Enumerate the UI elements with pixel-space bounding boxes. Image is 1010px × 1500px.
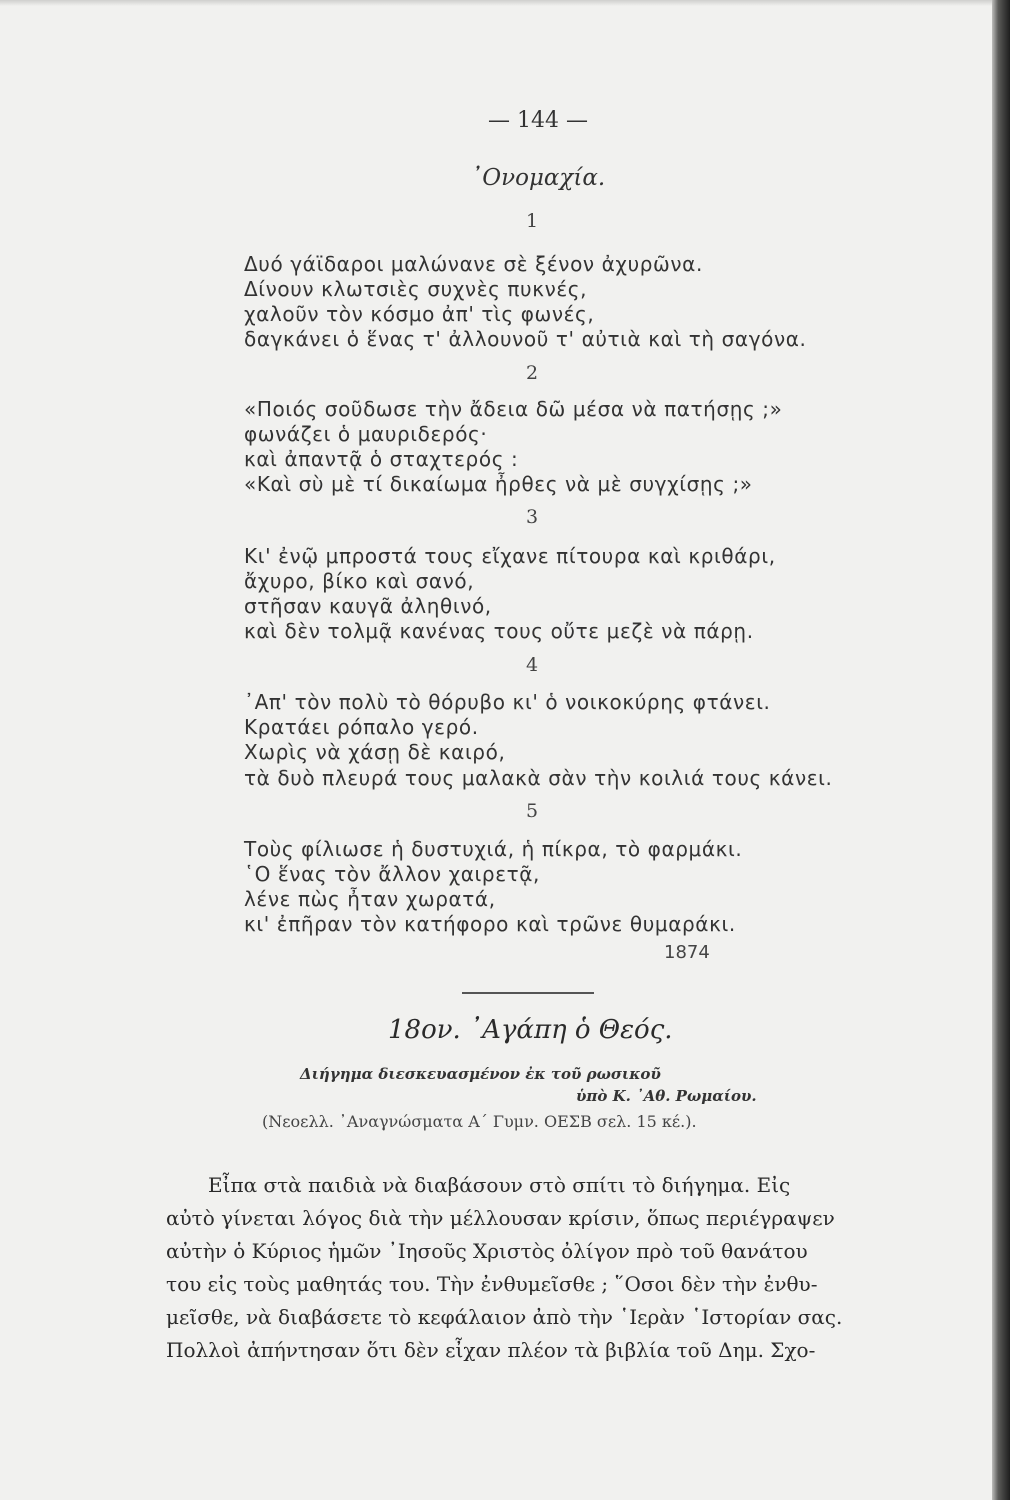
verse-line: ἄχυρο, βίκο καὶ σανό, [244, 569, 475, 593]
verse-line: Δυό γάϊδαροι μαλώνανε σὲ ξένον ἀχυρῶνα. [244, 252, 703, 276]
stanza-number: 3 [525, 506, 539, 528]
verse-line: «Καὶ σὺ μὲ τί δικαίωμα ἦρθες νὰ μὲ συγχίσῃς ;» [244, 472, 753, 496]
verse-line: χαλοῦν τὸν κόσμο ἀπ' τὶς φωνές, [244, 302, 595, 326]
paragraph-line: αὐτὴν ὁ Κύριος ἡμῶν ᾿Ιησοῦς Χριστὸς ὀλίγον πρὸ τοῦ θανάτου [166, 1239, 808, 1263]
section-subtitle-author: ὑπὸ Κ. ᾿Αθ. Ρωμαίου. [576, 1087, 757, 1105]
scan-top-edge [0, 0, 1010, 6]
verse-line: καὶ δὲν τολμᾷ κανένας τους οὔτε μεζὲ νὰ πάρῃ. [244, 619, 754, 643]
verse-line: ῾Ο ἕνας τὸν ἄλλον χαιρετᾷ, [244, 862, 540, 886]
verse-line: ᾿Απ' τὸν πολὺ τὸ θόρυβο κι' ὁ νοικοκύρης φτάνει. [244, 690, 771, 714]
paragraph-line: μεῖσθε, νὰ διαβάσετε τὸ κεφάλαιον ἀπὸ τὴν ῾Ιερὰν ῾Ιστορίαν σας. [166, 1305, 843, 1329]
verse-line: Κι' ἐνῷ μπροστά τους εἴχανε πίτουρα καὶ κριθάρι, [244, 544, 776, 568]
verse-line: Τοὺς φίλιωσε ἡ δυστυχιά, ἡ πίκρα, τὸ φαρμάκι. [244, 837, 743, 861]
stanza-number: 4 [525, 654, 539, 676]
stanza-number: 5 [525, 800, 539, 822]
paragraph-line: Εἶπα στὰ παιδιὰ νὰ διαβάσουν στὸ σπίτι τὸ διήγημα. Εἰς [208, 1173, 791, 1197]
paragraph-line: αὐτὸ γίνεται λόγος διὰ τὴν μέλλουσαν κρίσιν, ὅπως περιέγραψεν [166, 1206, 835, 1230]
verse-line: κι' ἐπῆραν τὸν κατήφορο καὶ τρῶνε θυμαράκι. [244, 912, 736, 936]
verse-line: τὰ δυὸ πλευρά τους μαλακὰ σὰν τὴν κοιλιά τους κάνει. [244, 766, 833, 790]
section-title: 18ον. ᾿Αγάπη ὁ Θεός. [388, 1015, 673, 1045]
paragraph-line: του εἰς τοὺς μαθητάς του. Τὴν ἐνθυμεῖσθε ; ῞Οσοι δὲν τὴν ἐνθυ- [166, 1272, 818, 1296]
section-divider [462, 992, 594, 994]
page-number: — 144 — [488, 108, 588, 133]
poem-title: ᾿Ονομαχία. [470, 165, 606, 191]
verse-line: Χωρὶς νὰ χάσῃ δὲ καιρό, [244, 740, 506, 764]
verse-line: «Ποιός σοῦδωσε τὴν ἄδεια δῶ μέσα νὰ πατήσῃς ;» [244, 397, 783, 421]
verse-line: στῆσαν καυγᾶ ἀληθινό, [244, 594, 492, 618]
stanza-number: 2 [525, 362, 539, 384]
verse-line: καὶ ἀπαντᾷ ὁ σταχτερός : [244, 447, 519, 471]
poem-year: 1874 [664, 942, 710, 963]
paragraph-line: Πολλοὶ ἀπήντησαν ὅτι δὲν εἶχαν πλέον τὰ βιβλία τοῦ Δημ. Σχο- [166, 1338, 816, 1362]
section-source: (Νεοελλ. ᾿Αναγνώσματα Α΄ Γυμν. ΟΕΣΒ σελ. 15 κέ.). [262, 1112, 697, 1131]
verse-line: Δίνουν κλωτσιὲς συχνὲς πυκνές, [244, 277, 588, 301]
verse-line: λένε πὼς ἦταν χωρατά, [244, 887, 496, 911]
stanza-number: 1 [525, 210, 539, 232]
verse-line: Κρατάει ρόπαλο γερό. [244, 715, 479, 739]
section-subtitle: Διήγημα διεσκευασμένον ἐκ τοῦ ρωσικοῦ [300, 1065, 661, 1083]
verse-line: δαγκάνει ὁ ἕνας τ' ἀλλουνοῦ τ' αὐτιὰ καὶ τὴ σαγόνα. [244, 327, 807, 351]
verse-line: φωνάζει ὁ μαυριδερός· [244, 422, 488, 446]
